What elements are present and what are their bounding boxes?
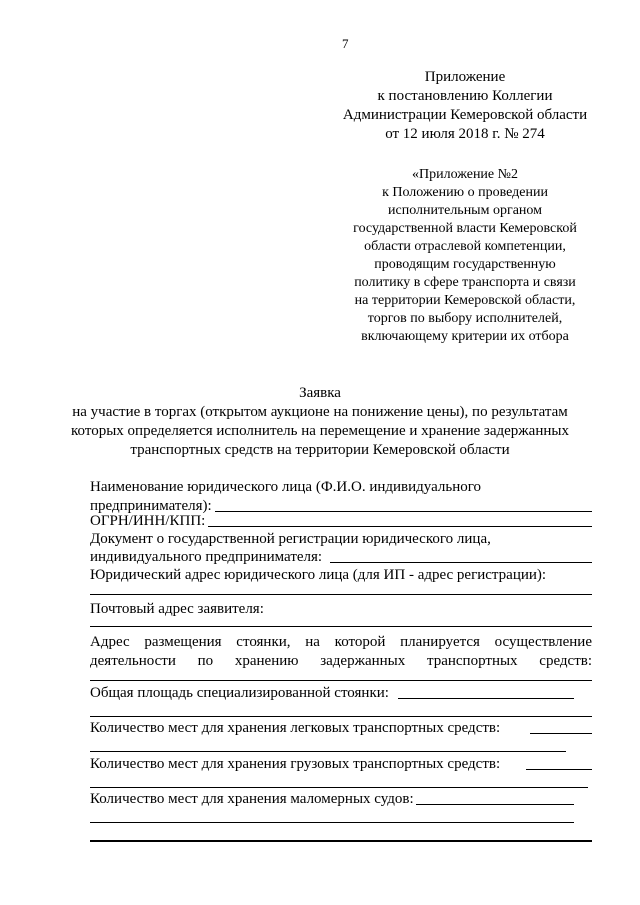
legal-address-field[interactable] bbox=[90, 594, 592, 595]
parking-address-field[interactable] bbox=[90, 680, 592, 681]
appendix-line: от 12 июля 2018 г. № 274 bbox=[385, 126, 545, 142]
cars-field[interactable] bbox=[530, 733, 592, 734]
total-area-label: Общая площадь специализированной стоянки: bbox=[90, 685, 389, 701]
application-subtitle-line: на участие в торгах (открытом аукционе на понижение цены), по результатам bbox=[72, 404, 568, 420]
appendix-line: к постановлению Коллегии bbox=[377, 88, 553, 104]
separator-line bbox=[90, 840, 592, 842]
registration-doc-field[interactable] bbox=[330, 562, 592, 563]
application-subtitle-line: транспортных средств на территории Кемеровской области bbox=[130, 442, 510, 458]
cars-field-line2[interactable] bbox=[90, 751, 566, 752]
ogrn-field[interactable] bbox=[208, 526, 592, 527]
appendix-line: Администрации Кемеровской области bbox=[342, 107, 588, 123]
name-label: Наименование юридического лица (Ф.И.О. индивидуального bbox=[90, 479, 482, 495]
trucks-field[interactable] bbox=[526, 769, 592, 770]
application-title: Заявка bbox=[299, 385, 341, 401]
registration-doc-label: Документ о государственной регистрации юридического лица, bbox=[90, 531, 491, 547]
trucks-label: Количество мест для хранения грузовых транспортных средств: bbox=[90, 756, 501, 772]
appendix2-line: государственной власти Кемеровской bbox=[353, 221, 577, 236]
total-area-field[interactable] bbox=[398, 698, 574, 699]
appendix-header bbox=[325, 68, 605, 144]
application-subtitle-line: которых определяется исполнитель на перемещение и хранение задержанных bbox=[71, 423, 569, 439]
cars-label: Количество мест для хранения легковых транспортных средств: bbox=[90, 720, 501, 736]
appendix2-header bbox=[325, 166, 605, 346]
appendix2-line: на территории Кемеровской области, bbox=[354, 293, 576, 308]
appendix2-line: исполнительным органом bbox=[388, 203, 542, 218]
boats-field[interactable] bbox=[416, 804, 574, 805]
name-field[interactable] bbox=[215, 511, 592, 512]
appendix2-line: политику в сфере транспорта и связи bbox=[354, 275, 576, 290]
application-header bbox=[40, 384, 600, 460]
trucks-field-line2[interactable] bbox=[90, 787, 588, 788]
appendix2-line: торгов по выбору исполнителей, bbox=[367, 311, 563, 326]
ogrn-label: ОГРН/ИНН/КПП: bbox=[90, 513, 206, 529]
postal-address-label: Почтовый адрес заявителя: bbox=[90, 601, 264, 617]
boats-label: Количество мест для хранения маломерных судов: bbox=[90, 791, 414, 807]
appendix-title: Приложение bbox=[424, 69, 506, 85]
parking-address-label: Адрес размещения стоянки, на которой планируется осуществление bbox=[90, 634, 592, 650]
appendix2-line: включающему критерии их отбора bbox=[361, 329, 569, 344]
appendix2-line: к Положению о проведении bbox=[382, 185, 548, 200]
total-area-field-line2[interactable] bbox=[90, 716, 592, 717]
parking-address-label-cont: деятельности по хранению задержанных транспортных средств: bbox=[90, 653, 592, 669]
appendix2-line: «Приложение №2 bbox=[412, 167, 518, 182]
appendix2-line: области отраслевой компетенции, bbox=[364, 239, 566, 254]
appendix2-line: проводящим государственную bbox=[374, 257, 556, 272]
postal-address-field[interactable] bbox=[90, 626, 592, 627]
page-number: 7 bbox=[342, 36, 349, 51]
boats-field-line2[interactable] bbox=[90, 822, 574, 823]
name-label-cont: предпринимателя): bbox=[90, 498, 212, 514]
legal-address-label: Юридический адрес юридического лица (для ИП - адрес регистрации): bbox=[90, 567, 547, 583]
registration-doc-label-cont: индивидуального предпринимателя: bbox=[90, 549, 323, 565]
